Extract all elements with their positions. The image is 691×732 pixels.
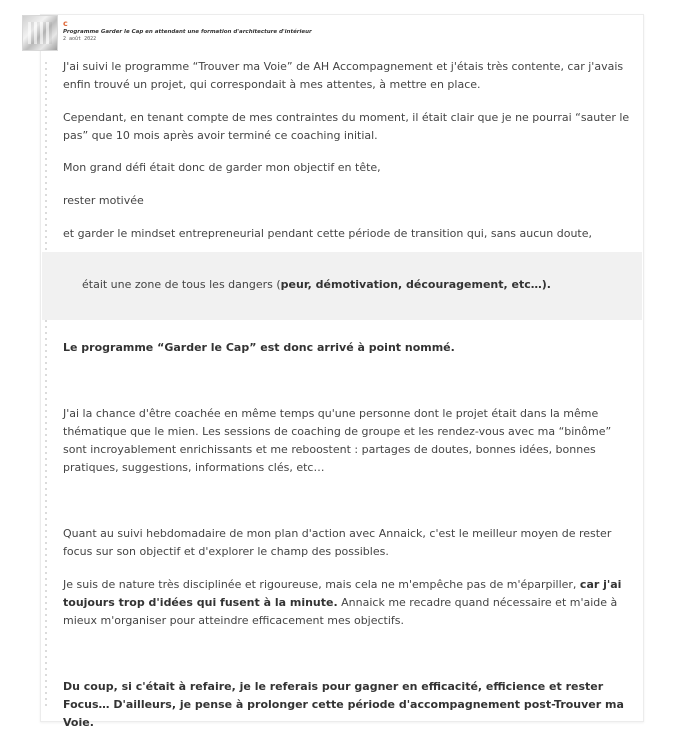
author-avatar[interactable] [22, 15, 58, 51]
quote-text: était une zone de tous les dangers ( [82, 278, 281, 291]
quote-bold: peur, démotivation, découragement, etc…). [280, 278, 551, 291]
author-name[interactable]: c [63, 19, 68, 28]
paragraph-9-bold: car j'ai toujours trop d'idées qui fusent à la minute. [63, 578, 622, 609]
highlight-quote [82, 276, 622, 294]
paragraph-6 [63, 339, 638, 357]
paragraph-1: J'ai suivi le programme “Trouver ma Voie” de AH Accompagnement et j'étais très contente, car j'avais enfin trouvé un projet, qui correspondait à mes attentes, à mettre en place. [63, 60, 624, 91]
post-header [63, 19, 623, 43]
paragraph-2: Cependant, en tenant compte de mes contraintes du moment, il était clair que je ne pourrai “sauter le pas” que 10 mois après avoir terminé ce coaching initial. [63, 111, 630, 142]
post-title[interactable]: Programme Garder le Cap en attendant une formation d'architecture d'intérieur [63, 29, 312, 35]
paragraph-7: J'ai la chance d'être coachée en même temps qu'une personne dont le projet était dans la même thématique que le mien. Les sessions de coaching de groupe et les rendez-vous avec ma “binôme” sont incroyablement enrichissants et me reboostent : partages de doutes, bonnes idées, bonnes pratiques, suggestions, informations clés, etc… [63, 407, 612, 474]
paragraph-4: rester motivée [63, 194, 144, 207]
post-date: 2 août 2022 [63, 36, 97, 42]
paragraph-6-bold: Le programme “Garder le Cap” est donc arrivé à point nommé. [63, 341, 455, 354]
decorative-dotted-border [43, 60, 49, 710]
paragraph-10 [63, 678, 638, 732]
paragraph-9-end: Annaick me recadre quand nécessaire et m'aide à mieux m'organiser pour atteindre efficacement mes objectifs. [63, 596, 618, 627]
paragraph-9-start: Je suis de nature très disciplinée et rigoureuse, mais cela ne m'empêche pas de m'éparpiller, [63, 578, 580, 591]
paragraph-5: et garder le mindset entrepreneurial pendant cette période de transition qui, sans aucun doute, [63, 227, 592, 240]
paragraph-9 [63, 576, 638, 630]
paragraph-10-bold: Du coup, si c'était à refaire, je le referais pour gagner en efficacité, efficience et rester Focus… D'ailleurs, je pense à prolonger cette période d'accompagnement post-Trouver ma Voie. [63, 680, 624, 729]
paragraph-3: Mon grand défi était donc de garder mon objectif en tête, [63, 161, 381, 174]
paragraph-8: Quant au suivi hebdomadaire de mon plan d'action avec Annaick, c'est le meilleur moyen de rester focus sur son objectif et d'explorer le champ des possibles. [63, 527, 612, 558]
